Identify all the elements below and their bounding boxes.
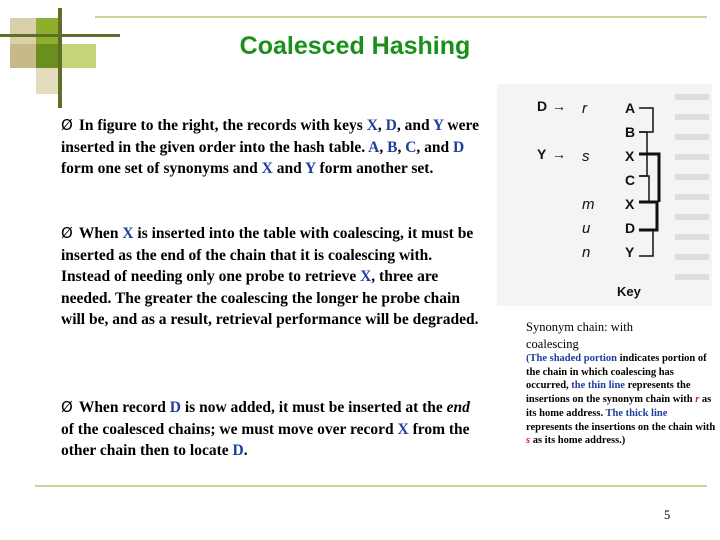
table-key-0: A: [625, 100, 636, 116]
text: form another set.: [315, 160, 434, 177]
text: as its home address.: [526, 394, 712, 419]
home-address-4: m: [582, 196, 595, 213]
slide-title: Coalesced Hashing: [239, 32, 471, 60]
key-a: A: [368, 138, 380, 156]
home-address-2: s: [582, 148, 590, 165]
caption-thin-line: the thin line: [571, 380, 625, 392]
key-x: X: [360, 268, 372, 285]
key-b: B: [387, 138, 398, 156]
table-key-5: D: [625, 220, 636, 236]
home-address-5: u: [582, 220, 591, 237]
text: is now added, it must be inserted at the: [181, 399, 447, 416]
inserted-key-2: Y: [537, 146, 547, 162]
emphasis-end: end: [446, 399, 470, 416]
text: form one set of synonyms and: [61, 160, 262, 177]
text: ,: [397, 138, 406, 156]
table-key-3: C: [625, 172, 636, 188]
chain-diagram: [497, 84, 712, 306]
key-d: D: [169, 399, 181, 416]
coalesced-chain-figure: [497, 84, 712, 306]
text: of the coalesced chains; we must move over record: [61, 420, 398, 438]
key-caption: Key: [617, 284, 641, 299]
table-key-1: B: [625, 124, 636, 140]
bullet-paragraph-2: [61, 223, 486, 331]
table-key-6: Y: [625, 244, 635, 260]
caption-shaded: (The shaded portion: [526, 353, 618, 364]
key-d: D: [232, 442, 244, 459]
text: indicates portion of the chain in which coalescing has occurred,: [526, 353, 707, 392]
key-x: X: [122, 225, 134, 242]
caption-thick-line: The thick line: [605, 407, 668, 419]
key-x: X: [397, 420, 409, 438]
key-c: C: [405, 138, 417, 156]
text: In figure to the right, the records with keys: [78, 117, 367, 134]
text: .: [243, 442, 248, 459]
text: ,: [377, 117, 386, 134]
arrow-right-icon: →: [552, 98, 566, 114]
caption-s: s: [526, 435, 531, 447]
text: When record: [78, 399, 170, 416]
bullet-paragraph-1: [61, 115, 486, 180]
text: were inserted in the given order into the hash table.: [61, 117, 479, 156]
key-x: X: [366, 117, 378, 134]
text: Instead of needing only one probe to retrieve: [61, 268, 361, 285]
bullet-paragraph-3: [61, 397, 486, 462]
figure-caption-title: Synonym chain: with coalescing: [526, 320, 633, 351]
bottom-rule: [35, 485, 707, 487]
key-d: D: [453, 138, 465, 156]
text: represents the insertions on the synonym chain with: [526, 380, 696, 406]
inserted-key-0: D: [537, 98, 548, 114]
text: , and: [396, 117, 433, 134]
caption-r: r: [695, 394, 700, 406]
text: as its home address.): [530, 435, 626, 447]
text: When: [78, 225, 123, 242]
home-address-6: n: [582, 244, 591, 261]
text: , three are needed. The greater the coalescing the longer he probe chain will be, and as a result, retrieval performance will be degraded.: [61, 268, 479, 328]
home-address-0: r: [582, 100, 587, 117]
text: is inserted into the table with coalescing, it must be inserted as the end of the chain that it is coalescing with.: [61, 225, 474, 264]
table-key-4: X: [625, 196, 635, 212]
text: and: [272, 160, 306, 177]
key-x: X: [261, 160, 273, 177]
key-y: Y: [305, 160, 316, 177]
text: from the other chain then to locate: [61, 420, 470, 459]
top-rule: [95, 16, 707, 18]
text: ,: [379, 138, 388, 156]
text: , and: [416, 138, 454, 156]
page-number: 5: [664, 508, 671, 522]
arrow-right-icon: →: [552, 146, 566, 162]
key-y: Y: [432, 117, 444, 134]
bullet-arrow-icon: Ø: [61, 398, 73, 416]
bullet-arrow-icon: Ø: [61, 224, 73, 242]
bullet-arrow-icon: Ø: [61, 116, 73, 134]
figure-caption-detail: [526, 352, 716, 448]
text: represents the insertions on the chain with: [526, 421, 716, 433]
key-d: D: [385, 117, 397, 134]
table-key-2: X: [625, 148, 635, 164]
